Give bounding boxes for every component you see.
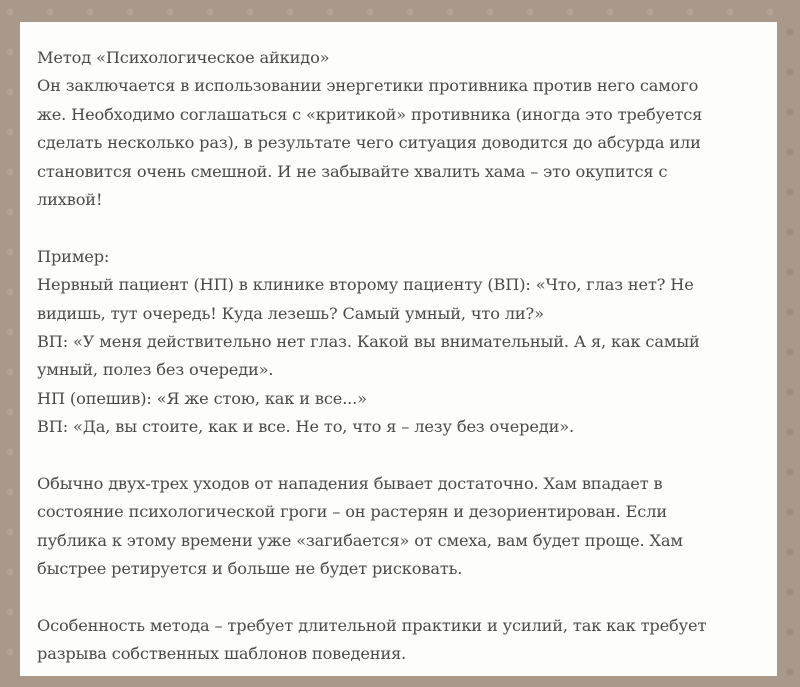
article-title: Метод «Психологическое айкидо»: [37, 48, 330, 67]
text-line: НП (опешив): «Я же стою, как и все...»: [37, 388, 367, 408]
conclusion-paragraph: [37, 612, 759, 669]
text-line: Он заключается в использовании энергетики противника против него самого: [37, 76, 699, 96]
text-line: умный, полез без очереди».: [37, 360, 274, 380]
text-line: ВП: «Да, вы стоите, как и все. Не то, что я – лезу без очереди».: [37, 417, 574, 437]
text-line: видишь, тут очередь! Куда лезешь? Самый умный, что ли?»: [37, 303, 544, 323]
example-paragraph: [37, 243, 759, 442]
article-card: [20, 22, 777, 676]
text-line: ВП: «У меня действительно нет глаз. Какой вы внимательный. А я, как самый: [37, 332, 700, 352]
text-line: становится очень смешной. И не забывайте хвалить хама – это окупится с: [37, 161, 668, 181]
result-paragraph: [37, 470, 759, 584]
text-line: сделать несколько раз), в результате чего ситуация доводится до абсурда или: [37, 133, 701, 153]
text-line: Пример:: [37, 246, 110, 266]
text-line: разрыва собственных шаблонов поведения.: [37, 644, 407, 664]
text-line: же. Необходимо соглашаться с «критикой» противника (иногда это требуется: [37, 104, 703, 124]
text-line: лихвой!: [37, 190, 103, 210]
text-line: публика к этому времени уже «загибается» от смеха, вам будет проще. Хам: [37, 530, 683, 550]
paragraph-gap: [37, 214, 759, 242]
text-line: Обычно двух-трех уходов от нападения бывает достаточно. Хам впадает в: [37, 474, 663, 494]
text-line: Особенность метода – требует длительной практики и усилий, так как требует: [37, 616, 707, 636]
paragraph-gap: [37, 442, 759, 470]
intro-paragraph: [37, 44, 759, 214]
paragraph-gap: [37, 584, 759, 612]
text-line: Нервный пациент (НП) в клинике второму пациенту (ВП): «Что, глаз нет? Не: [37, 275, 694, 295]
text-line: быстрее ретируется и больше не будет рисковать.: [37, 559, 463, 579]
text-line: состояние психологической гроги – он растерян и дезориентирован. Если: [37, 502, 667, 522]
